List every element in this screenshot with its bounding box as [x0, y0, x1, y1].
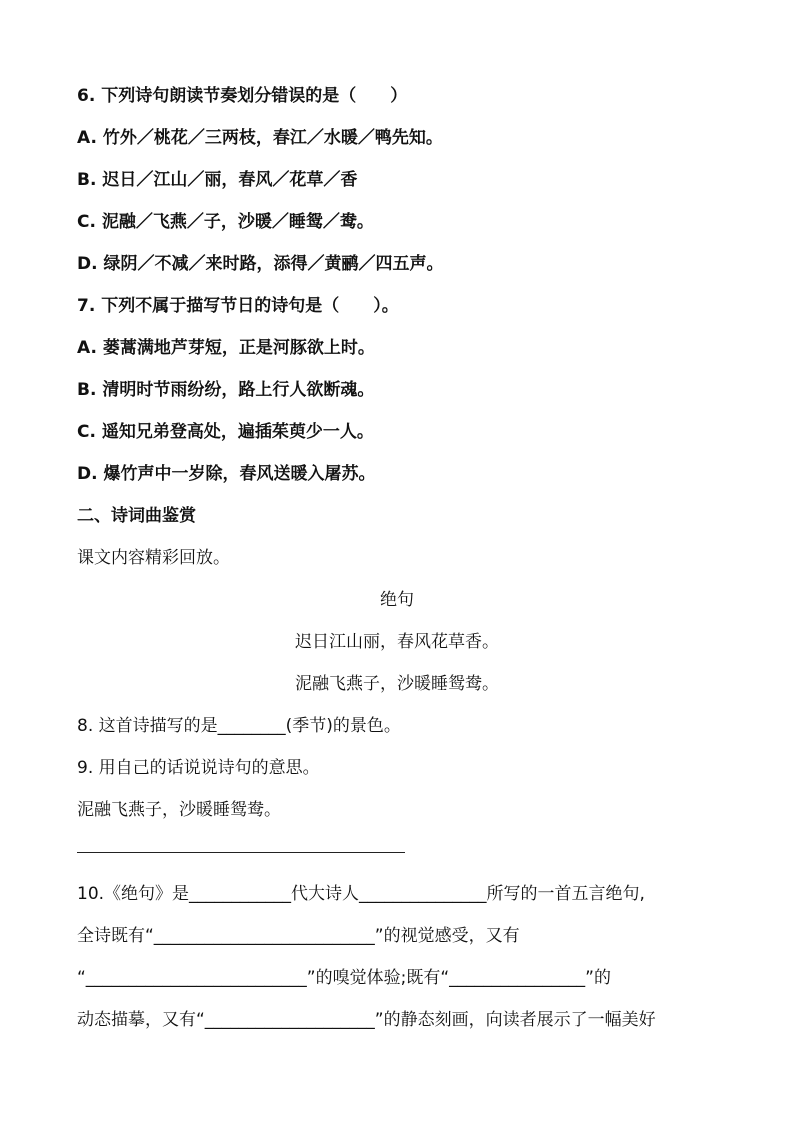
- section-intro: 课文内容精彩回放。: [77, 548, 230, 568]
- q6-stem: 6. 下列诗句朗读节奏划分错误的是（ ）: [77, 86, 408, 106]
- q7-option-d: D. 爆竹声中一岁除，春风送暖入屠苏。: [77, 464, 376, 484]
- section-title: 二、诗词曲鉴赏: [77, 506, 196, 526]
- q7-stem: 7. 下列不属于描写节日的诗句是（ ）。: [77, 296, 399, 316]
- q6-option-b: B. 迟日／江山／丽，春风／花草／香: [77, 170, 358, 190]
- q7-option-a: A. 蒌蒿满地芦芽短，正是河豚欲上时。: [77, 338, 375, 358]
- q9-answer-line[interactable]: [77, 852, 405, 853]
- q7-option-b: B. 清明时节雨纷纷，路上行人欲断魂。: [77, 380, 375, 400]
- poem-line-1: 迟日江山丽，春风花草香。: [295, 632, 499, 652]
- q9-quote: 泥融飞燕子，沙暖睡鸳鸯。: [77, 800, 281, 820]
- poem-line-2: 泥融飞燕子，沙暖睡鸳鸯。: [295, 674, 499, 694]
- q7-option-c: C. 遥知兄弟登高处，遍插茱萸少一人。: [77, 422, 374, 442]
- q8-text: 8. 这首诗描写的是________(季节)的景色。: [77, 716, 401, 736]
- q9-text: 9. 用自己的话说说诗句的意思。: [77, 758, 320, 778]
- q6-option-c: C. 泥融／飞燕／子，沙暖／睡鸳／鸯。: [77, 212, 374, 232]
- q10-line-3: “__________________________”的嗅觉体验;既有“________________”的: [77, 968, 611, 988]
- q6-option-d: D. 绿阴／不减／来时路，添得／黄鹂／四五声。: [77, 254, 444, 274]
- q10-line-4: 动态描摹，又有“____________________”的静态刻画，向读者展示了一幅美好: [77, 1010, 656, 1030]
- q10-line-2: 全诗既有“__________________________”的视觉感受，又有: [77, 926, 520, 946]
- poem-title: 绝句: [380, 590, 414, 610]
- q6-option-a: A. 竹外／桃花／三两枝，春江／水暖／鸭先知。: [77, 128, 443, 148]
- q10-line-1: 10.《绝句》是____________代大诗人_______________所写的一首五言绝句,: [77, 884, 645, 904]
